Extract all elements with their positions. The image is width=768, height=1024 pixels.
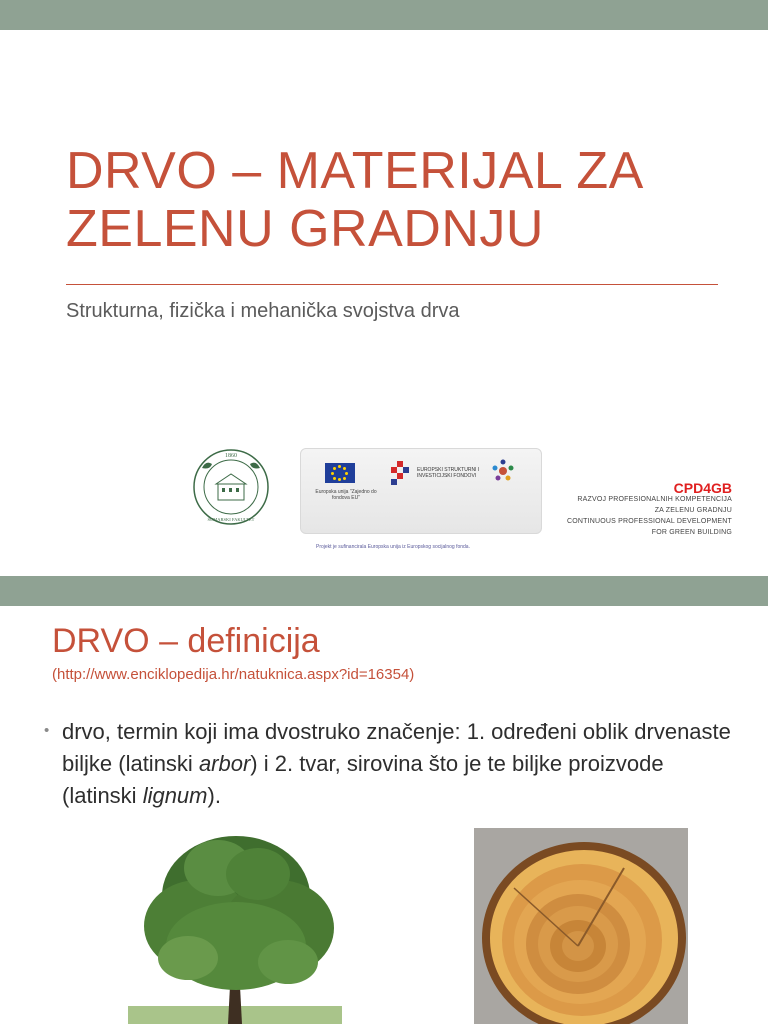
slide-title: [66, 142, 726, 258]
cpd-line-2: ZA ZELENU GRADNJU: [654, 507, 732, 514]
eu-flag-icon: [325, 463, 355, 483]
definition-slide: [0, 606, 768, 1024]
cpd4gb-logo: CPD4GB: [673, 480, 732, 496]
wood-cross-section-image: [474, 828, 688, 1024]
definition-title: DRVO – definicija: [52, 622, 320, 660]
seal-year: 1860: [225, 453, 237, 459]
eu-funds-logo-box: [300, 448, 542, 534]
eu-caption: Projekt je sufinancirala Europska unija iz Europskog socijalnog fonda.: [316, 544, 470, 550]
seal-text: ŠUMARSKI FAKULTET: [207, 517, 255, 522]
croatia-checker-icon: [389, 461, 419, 487]
bullet-marker: •: [44, 722, 50, 739]
cpd-line-1: RAZVOJ PROFESIONALNIH KOMPETENCIJA: [577, 496, 732, 503]
bullet-text-part3: ).: [207, 783, 221, 808]
bullet-italic-arbor: arbor: [198, 751, 251, 776]
bullet-italic-lignum: lignum: [142, 783, 208, 808]
title-divider: [66, 284, 718, 285]
structural-funds-text: EUROPSKI STRUKTURNI I INVESTICIJSKI FONDOVI: [417, 467, 480, 479]
slide-title-line1: DRVO – MATERIJAL ZA: [66, 142, 644, 200]
slide-subtitle: Strukturna, fizička i mehanička svojstva drva: [66, 300, 460, 322]
middle-band: [0, 576, 768, 606]
sumarski-fakultet-seal-logo: [192, 448, 270, 526]
top-band: [0, 0, 768, 30]
source-link[interactable]: (http://www.enciklopedija.hr/natuknica.aspx?id=16354): [52, 666, 415, 683]
cpd-line-3: CONTINUOUS PROFESSIONAL DEVELOPMENT: [566, 518, 732, 525]
esf-star-icon: [491, 459, 515, 483]
eu-small-text: Europska unija "Zajedno do fondova EU": [315, 489, 377, 501]
cpd-line-4: FOR GREEN BUILDING: [651, 529, 732, 536]
definition-bullet: [62, 716, 742, 812]
bullet-text-part2: ) i 2. tvar, sirovina što je te biljke proizvode (latinski: [62, 751, 664, 808]
bullet-text-part1: drvo, termin koji ima dvostruko značenje: 1. određeni oblik drvenaste biljke (latinski: [62, 719, 731, 776]
tree-image: [128, 828, 342, 1024]
slide-title-line2: ZELENU GRADNJU: [66, 200, 544, 258]
